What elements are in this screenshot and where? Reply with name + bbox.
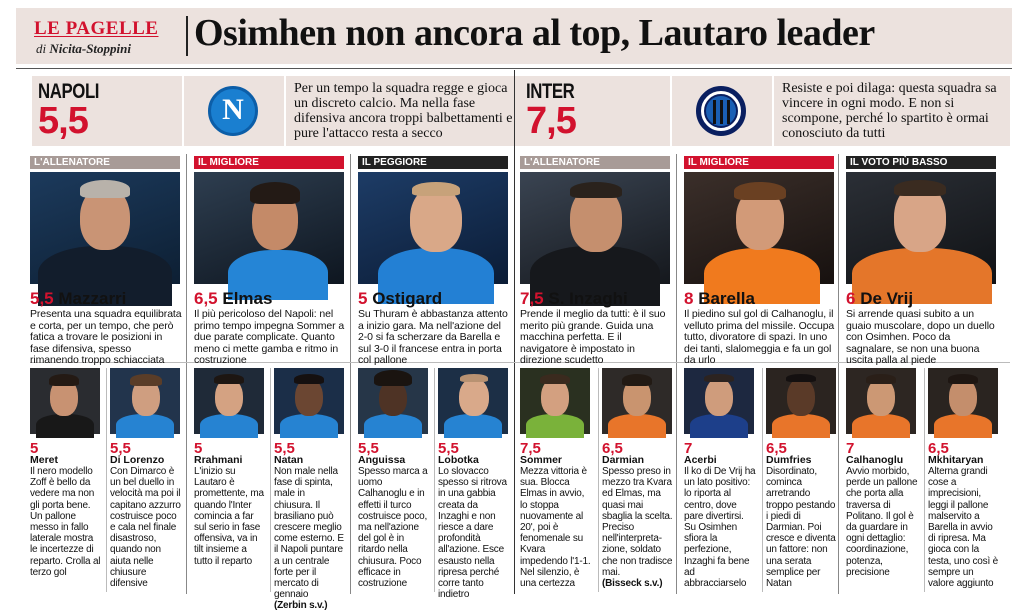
card-tag: IL MIGLIORE: [194, 156, 344, 169]
player-grade: 6,5: [194, 289, 218, 308]
card-description: Prende il meglio da tutti: è il suo merito più grande. Guida una macchina perfetta. E il navigatore è impostato in direzione scudetto: [520, 308, 666, 366]
player-description: Non male nella fase di spinta, male in chiusura. Il brasiliano può crescere meglio come esterno. E il Napoli puntare a un centrale forte per il mercato di gennaio (Zerbin s.v.): [274, 466, 346, 612]
team-grade: 5,5: [38, 100, 88, 142]
team-summary: Per un tempo la squadra regge e gioca un discreto calcio. Ma nella fase difensiva ancora troppi balbettamenti e pure l'attacco resta a secco: [286, 76, 522, 146]
card-tag: IL PEGGIORE: [358, 156, 508, 169]
player-name: Meret: [30, 454, 59, 466]
player-grade: 5: [30, 440, 39, 457]
card-tag: IL VOTO PIÙ BASSO: [846, 156, 996, 169]
player-grade: 7,5: [520, 440, 541, 457]
card-description: Su Thuram è abbastanza attento a inizio gara. Ma nell'azione del 2-0 si fa scherzare da Barella e sul 3-0 il francese entra in porta col pallone: [358, 308, 508, 366]
player-photo: [928, 368, 998, 434]
featured-card-elmas: [194, 156, 345, 366]
player-card-sommer: [520, 368, 590, 594]
featured-card-inzaghi: [520, 156, 670, 366]
byline: di Nicita-Stoppini: [36, 41, 131, 56]
player-name: Natan: [274, 454, 304, 466]
player-name: Elmas: [222, 289, 273, 308]
player-description: L'inizio su Lautaro è promettente, ma quando l'Inter comincia a far sul serio in fase offensiva, va in tilt insieme a tutto il reparto: [194, 466, 264, 567]
team-banner-napoli: [32, 76, 522, 146]
player-grade: 5,5: [30, 289, 54, 308]
player-description: Il ko di De Vrij ha un lato positivo: lo riporta al centro, dove pare divertirsi. Su Osimhen sfiora la perfezione, Inzaghi fa bene ad abbracciarselo: [684, 466, 756, 590]
card-description: Presenta una squadra equilibrata e corta, per un tempo, che però fatica a trovare le posizioni in fase difensiva, spesso rimanendo troppo schiacciata: [30, 308, 182, 366]
card-separator: [598, 368, 599, 592]
player-photo: [846, 368, 916, 434]
player-photo: [766, 368, 836, 434]
player-card-darmian: [602, 368, 672, 594]
player-name: Mazzarri: [58, 289, 127, 308]
player-card-acerbi: [684, 368, 754, 594]
player-photo: [684, 172, 834, 284]
player-grade: 7,5: [520, 289, 544, 308]
card-caption: [846, 289, 913, 309]
card-description: Il piedino sul gol di Calhanoglu, il velluto prima del missile. Occupa tutto, divoratore di spazi. In uno dei tanti, slalomeggia e fa un gol da urlo: [684, 308, 835, 366]
card-tag: L'ALLENATORE: [520, 156, 670, 169]
substitute-note: (Bisseck s.v.): [602, 578, 663, 590]
player-grade: 5: [358, 289, 368, 308]
player-photo: [358, 368, 428, 434]
featured-card-mazzarri: [30, 156, 182, 366]
player-name: Ostigard: [372, 289, 443, 308]
featured-card-barella: [684, 156, 835, 366]
player-photo: [846, 172, 996, 284]
featured-card-ostigard: [358, 156, 508, 366]
player-name: Barella: [698, 289, 755, 308]
player-grade: 6,5: [766, 440, 787, 457]
player-description: Con Dimarco è un bel duello in velocità ma poi il capitano azzurro costruisce poco e cala nel finale disastroso, quando non aiuta nelle chiusure difensive: [110, 466, 181, 590]
card-description: Il più pericoloso del Napoli: nel primo tempo impegna Sommer a due parate complicate. Quanto meno ci mette gamba e ritmo in costruzione: [194, 308, 345, 366]
player-name: Rrahmani: [194, 454, 243, 466]
header-divider: [186, 16, 188, 56]
player-name: Acerbi: [684, 454, 717, 466]
player-photo: [30, 368, 100, 434]
player-description: Lo slovacco spesso si ritrova in una gabbia creata da Inzaghi e non riesce a dare profondità all'azione. Esce esausto nella ripresa perché corre tanto indietro: [438, 466, 507, 601]
team-banner-inter: [520, 76, 1010, 146]
player-photo: [274, 368, 344, 434]
player-name: Lobotka: [438, 454, 479, 466]
player-grade: 5,5: [438, 440, 459, 457]
team-logo-box: [672, 76, 772, 146]
player-description: Mezza vittoria è sua. Blocca Elmas in avvio, lo stoppa nuovamente al 20', poi è fenomenale su Kvara impedendo l'1-1. Nel silenzio, è una certezza: [520, 466, 591, 590]
card-caption: [684, 289, 755, 309]
card-separator: [762, 368, 763, 592]
player-name: Mkhitaryan: [928, 454, 984, 466]
player-photo: [194, 368, 264, 434]
card-tag: L'ALLENATORE: [30, 156, 180, 169]
player-description: Spesso preso in mezzo tra Kvara ed Elmas, ma quasi mai sbaglia la scelta. Preciso nell'interpreta-zione, soldato che non tradisce mai. (Bisseck s.v.): [602, 466, 673, 590]
card-caption: [520, 289, 628, 309]
player-description: Spesso marca a uomo Calhanoglu e in effetti il turco costruisce poco, ma nell'azione del gol è in ritardo nella chiusura. Poco efficace in costruzione: [358, 466, 428, 590]
player-card-natan: [274, 368, 344, 612]
player-name: Dumfries: [766, 454, 812, 466]
card-separator: [434, 368, 435, 592]
player-photo: [520, 172, 670, 284]
player-grade: 6,5: [928, 440, 949, 457]
card-separator: [924, 368, 925, 592]
player-description: Avvio morbido, perde un pallone che porta alla traversa di Politano. Il gol è da guardare in ogni dettaglio: coordinazione, potenza, precisione: [846, 466, 918, 578]
player-photo: [602, 368, 672, 434]
player-name: Di Lorenzo: [110, 454, 165, 466]
header-rule: [16, 68, 1012, 69]
player-card-rrahmani: [194, 368, 264, 594]
player-name: Anguissa: [358, 454, 406, 466]
featured-card-de-vrij: [846, 156, 996, 366]
player-grade: 6,5: [602, 440, 623, 457]
player-description: Il nero modello Zoff è bello da vedere ma non gli porta bene. Un pallone messo in fallo laterale mostra le incertezze di reparto. Crolla al terzo gol: [30, 466, 101, 578]
card-caption: [30, 289, 126, 309]
player-card-meret: [30, 368, 100, 594]
player-grade: 5,5: [110, 440, 131, 457]
player-card-anguissa: [358, 368, 428, 594]
team-divider: [514, 70, 515, 594]
card-tag: IL MIGLIORE: [684, 156, 834, 169]
team-grade-box: [32, 76, 182, 146]
player-grade: 6: [846, 289, 856, 308]
column-divider: [186, 154, 187, 594]
player-grade: 5: [194, 440, 203, 457]
inter-logo-icon: [696, 86, 746, 136]
player-card-calhanoglu: [846, 368, 916, 594]
player-description: Alterna grandi cose a imprecisioni, leggi il pallone malservito a Barella in avvio di ripresa. Ma gioca con la testa, uno così è sempre un valore aggiunto: [928, 466, 998, 590]
player-description: Disordinato, cominca arretrando troppo pestando i piedi di Darmian. Poi cresce e diventa un fattore: non una serata semplice per Natan: [766, 466, 836, 590]
player-photo: [684, 368, 754, 434]
team-logo-box: [184, 76, 284, 146]
player-name: De Vrij: [860, 289, 914, 308]
player-name: Sommer: [520, 454, 563, 466]
player-photo: [520, 368, 590, 434]
player-grade: 5,5: [358, 440, 379, 457]
card-separator: [270, 368, 271, 592]
card-separator: [106, 368, 107, 592]
substitute-note: (Zerbin s.v.): [274, 600, 328, 612]
player-photo: [194, 172, 344, 284]
column-divider: [676, 154, 677, 594]
player-card-di-lorenzo: [110, 368, 180, 594]
player-grade: 5,5: [274, 440, 295, 457]
headline: Osimhen non ancora al top, Lautaro leader: [194, 12, 875, 54]
player-photo: [110, 368, 180, 434]
player-card-dumfries: [766, 368, 836, 594]
player-photo: [30, 172, 180, 284]
card-description: Si arrende quasi subito a un guaio muscolare, dopo un duello con Osimhen. Poco da sagnalare, se non una buona uscita palla al piede: [846, 308, 995, 366]
team-name: INTER: [526, 80, 575, 103]
byline-author: Nicita-Stoppini: [49, 41, 131, 56]
player-photo: [438, 368, 508, 434]
header-banner: [16, 8, 1012, 64]
player-card-mkhitaryan: [928, 368, 998, 594]
player-name: S. Inzaghi: [548, 289, 628, 308]
napoli-logo-icon: N: [208, 86, 258, 136]
player-photo: [358, 172, 508, 284]
player-name: Calhanoglu: [846, 454, 904, 466]
team-grade-box: [520, 76, 670, 146]
player-name: Darmian: [602, 454, 645, 466]
card-caption: [358, 289, 442, 309]
player-grade: 7: [846, 440, 855, 457]
column-divider: [838, 154, 839, 594]
team-grade: 7,5: [526, 100, 576, 142]
card-caption: [194, 289, 272, 309]
team-summary: Resiste e poi dilaga: questa squadra sa vincere in ogni modo. E non si scompone, perché lo spartito è ormai conosciuto da tutti: [774, 76, 1010, 146]
player-grade: 8: [684, 289, 694, 308]
player-card-lobotka: [438, 368, 508, 601]
player-grade: 7: [684, 440, 693, 457]
brand-logo: LE PAGELLE: [34, 18, 159, 39]
column-divider: [350, 154, 351, 594]
team-name: NAPOLI: [38, 80, 100, 103]
